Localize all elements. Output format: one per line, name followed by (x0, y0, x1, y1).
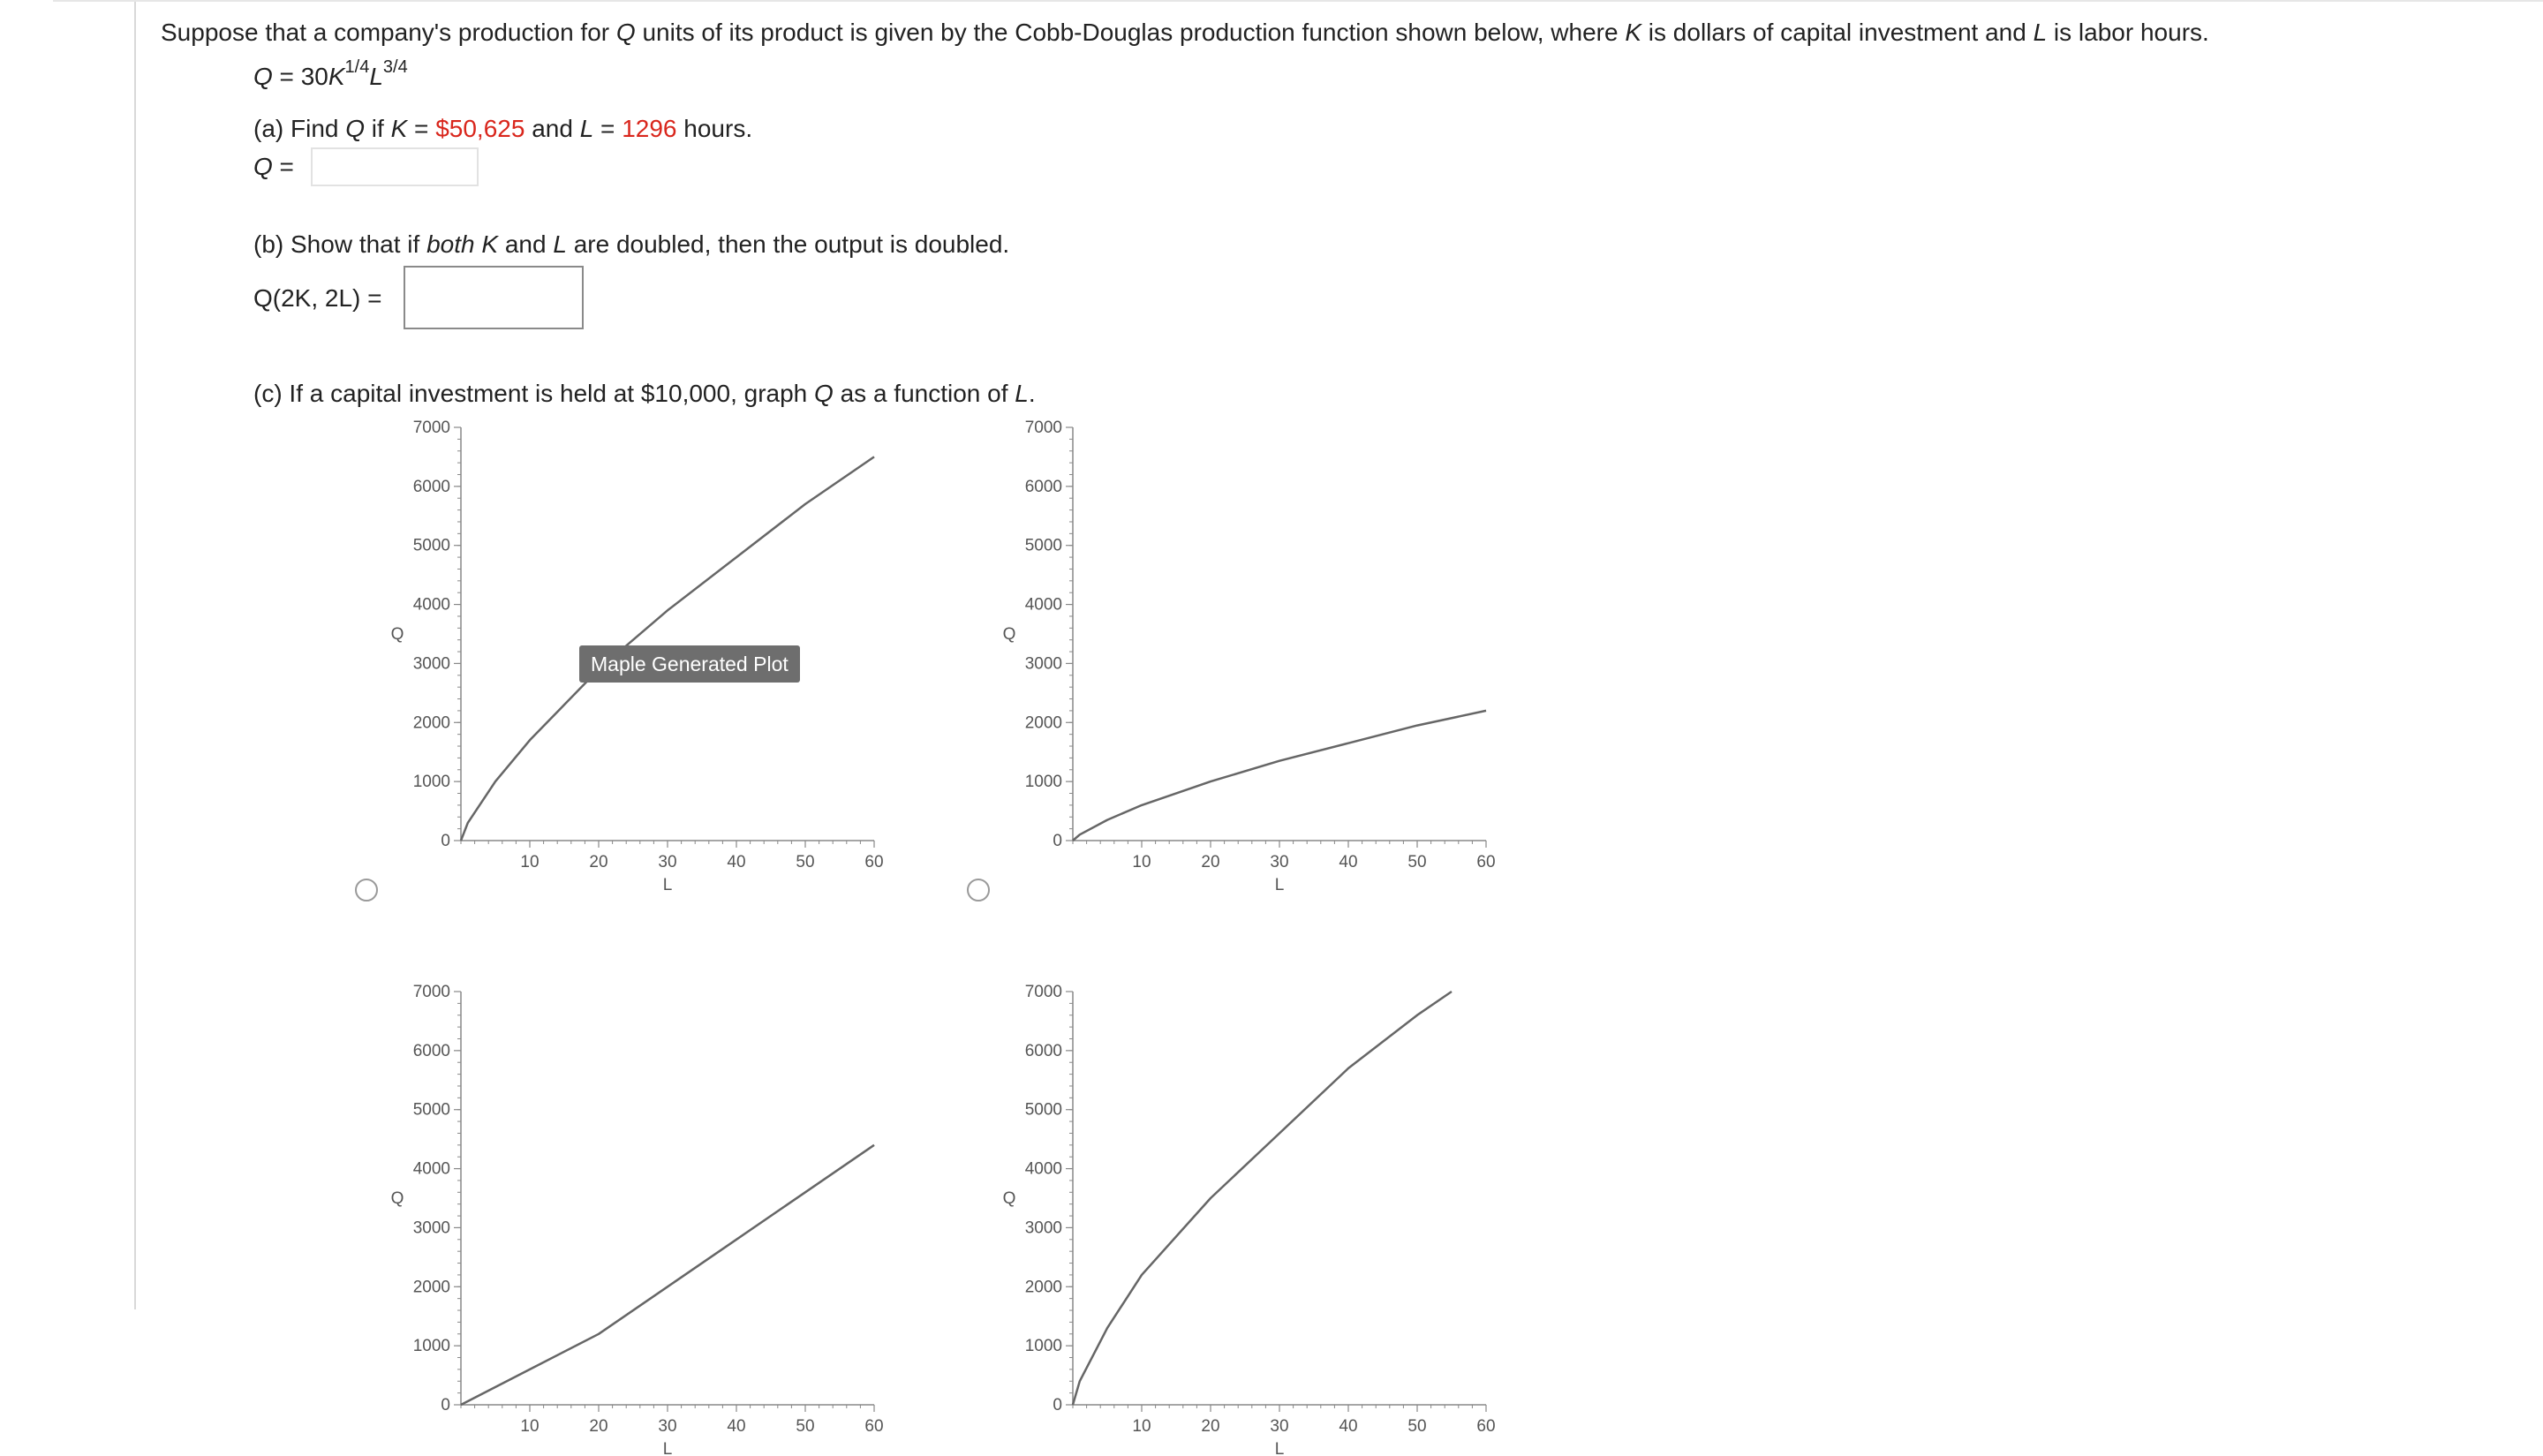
graph-option-1-radio[interactable] (355, 879, 378, 902)
part-a-answer-label: Q = (253, 153, 294, 180)
x-tick-label: 10 (520, 853, 540, 871)
part-b-answer-label: Q(2K, 2L) = (253, 284, 382, 312)
graph-option-2-radio[interactable] (967, 879, 990, 902)
y-tick-label: 4000 (1024, 595, 1062, 615)
x-axis-title: L (1274, 1440, 1285, 1456)
y-tick-label: 5000 (1024, 536, 1062, 555)
y-axis-title: Q (390, 1189, 404, 1208)
graph-option-2-plot[interactable] (992, 415, 1496, 894)
x-tick-label: 20 (589, 1417, 608, 1436)
maple-plot-tooltip: Maple Generated Plot (579, 645, 800, 683)
y-axis-title: Q (1002, 1189, 1016, 1208)
y-tick-label: 7000 (1024, 983, 1062, 1001)
y-axis-title: Q (1002, 625, 1016, 644)
production-formula: $Q = 30K^{1/4}L^{3/4}$ (253, 57, 408, 90)
y-tick-label: 2000 (412, 713, 450, 733)
y-tick-label: 2000 (1024, 713, 1062, 733)
graph-option-3-plot[interactable] (380, 979, 884, 1456)
x-tick-label: 50 (1407, 853, 1427, 871)
y-tick-label: 4000 (412, 1159, 450, 1179)
y-tick-label: 2000 (412, 1278, 450, 1297)
x-tick-label: 60 (1476, 853, 1496, 871)
x-tick-label: 50 (1407, 1417, 1427, 1436)
x-tick-label: 60 (864, 853, 884, 871)
problem-intro: Suppose that a company's production for Q units of its product is given by the Cobb-Douglas production function shown below, where K is dollars of capital investment and L is labor hours. (161, 19, 2209, 46)
y-tick-label: 4000 (1024, 1159, 1062, 1179)
y-tick-label: 1000 (1024, 773, 1062, 792)
given-k-value: $50,625 (435, 115, 525, 142)
y-tick-label: 6000 (1024, 477, 1062, 496)
x-tick-label: 40 (1339, 1417, 1358, 1436)
x-axis-title: L (662, 1440, 673, 1456)
x-tick-label: 50 (796, 1417, 815, 1436)
y-axis-title: Q (390, 625, 404, 644)
x-tick-label: 60 (1476, 1417, 1496, 1436)
x-tick-label: 50 (796, 853, 815, 871)
x-tick-label: 40 (727, 1417, 746, 1436)
x-tick-label: 40 (1339, 853, 1358, 871)
y-tick-label: 7000 (1024, 419, 1062, 437)
part-c-question: (c) If a capital investment is held at $10,000, graph Q as a function of L. (253, 380, 1036, 407)
y-tick-label: 7000 (412, 983, 450, 1001)
y-tick-label: 2000 (1024, 1278, 1062, 1297)
y-tick-label: 1000 (412, 1337, 450, 1356)
x-tick-label: 30 (1270, 853, 1289, 871)
series-line (1073, 992, 1452, 1405)
x-tick-label: 30 (1270, 1417, 1289, 1436)
part-a-question: (a) Find Q if K = $50,625 and L = 1296 hours. (253, 115, 753, 142)
top-divider (53, 0, 2543, 5)
part-a-answer-input[interactable] (311, 147, 479, 186)
x-tick-label: 30 (658, 853, 677, 871)
y-tick-label: 0 (1053, 832, 1062, 850)
y-tick-label: 7000 (412, 419, 450, 437)
y-tick-label: 0 (441, 1396, 450, 1415)
x-tick-label: 20 (1201, 853, 1220, 871)
x-tick-label: 20 (589, 853, 608, 871)
y-tick-label: 3000 (1024, 654, 1062, 674)
x-axis-title: L (662, 876, 673, 894)
x-tick-label: 40 (727, 853, 746, 871)
x-tick-label: 10 (1132, 853, 1151, 871)
x-tick-label: 30 (658, 1417, 677, 1436)
y-tick-label: 5000 (412, 536, 450, 555)
y-tick-label: 0 (441, 832, 450, 850)
y-tick-label: 0 (1053, 1396, 1062, 1415)
series-line (1073, 711, 1486, 841)
y-tick-label: 1000 (412, 773, 450, 792)
y-tick-label: 1000 (1024, 1337, 1062, 1356)
y-tick-label: 5000 (412, 1100, 450, 1120)
x-axis-title: L (1274, 876, 1285, 894)
given-l-value: 1296 (622, 115, 677, 142)
y-tick-label: 5000 (1024, 1100, 1062, 1120)
part-b-answer-input[interactable] (404, 266, 584, 329)
series-line (461, 1145, 874, 1405)
x-tick-label: 60 (864, 1417, 884, 1436)
y-tick-label: 6000 (412, 1041, 450, 1060)
graph-option-4-plot[interactable] (992, 979, 1496, 1456)
x-tick-label: 20 (1201, 1417, 1220, 1436)
y-tick-label: 3000 (1024, 1218, 1062, 1238)
y-tick-label: 4000 (412, 595, 450, 615)
y-tick-label: 6000 (1024, 1041, 1062, 1060)
y-tick-label: 3000 (412, 1218, 450, 1238)
part-b-question: (b) Show that if both K and L are doubled, then the output is doubled. (253, 230, 1010, 258)
x-tick-label: 10 (1132, 1417, 1151, 1436)
x-tick-label: 10 (520, 1417, 540, 1436)
y-tick-label: 3000 (412, 654, 450, 674)
y-tick-label: 6000 (412, 477, 450, 496)
